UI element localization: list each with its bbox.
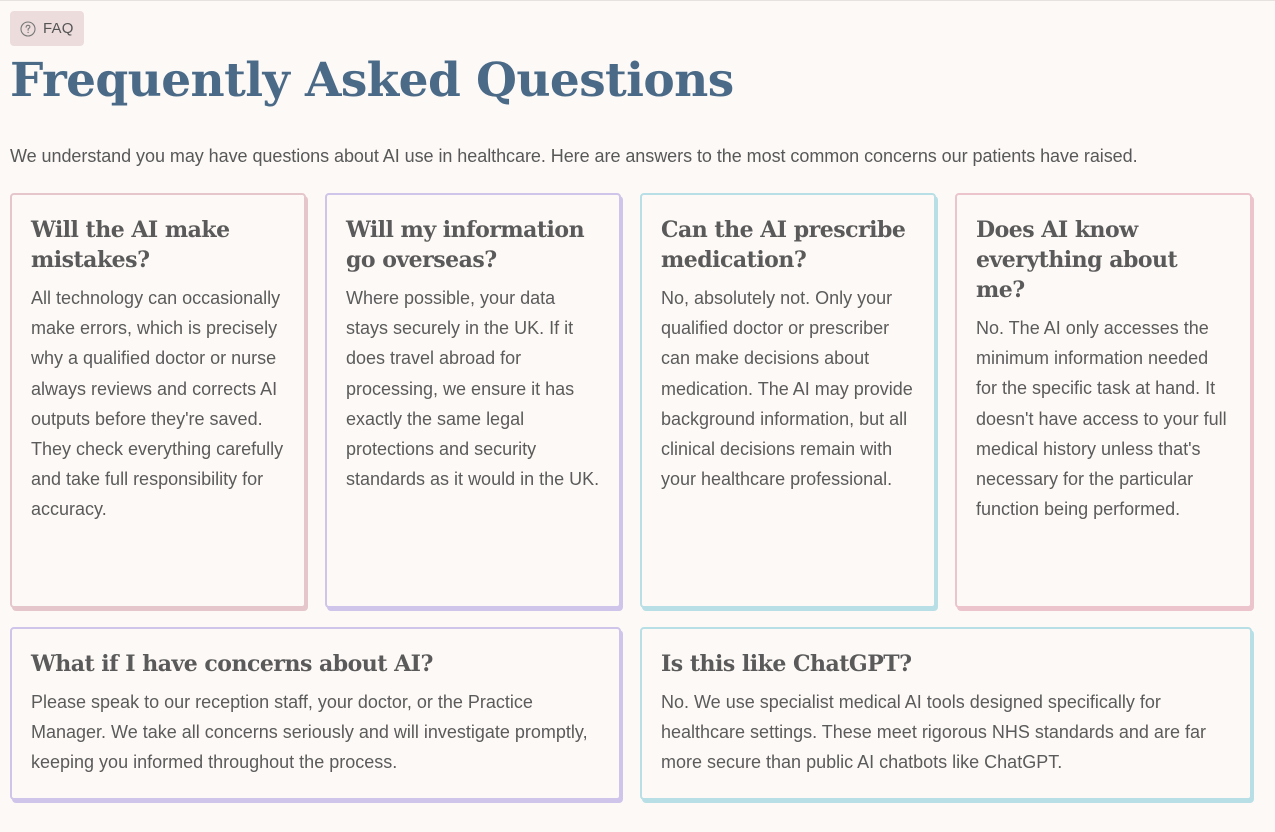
faq-badge-label: FAQ (43, 20, 74, 37)
faq-answer: No. The AI only accesses the minimum information needed for the specific task at hand. It doesn't have access to your full medical history unless that's necessary for the particular function being performed. (976, 318, 1227, 520)
faq-card-ai-mistakes (10, 193, 306, 608)
faq-question: Can the AI prescribe medication? (661, 217, 906, 273)
page-title: Frequently Asked Questions (10, 53, 734, 108)
faq-badge (10, 11, 84, 46)
faq-answer: No, absolutely not. Only your qualified doctor or prescriber can make decisions about medication. The AI may provide background information, but all clinical decisions remain with your healthcare professional. (661, 288, 913, 490)
faq-card-overseas (325, 193, 621, 608)
faq-answer: Please speak to our reception staff, your doctor, or the Practice Manager. We take all concerns seriously and will investigate promptly, keeping you informed throughout the process. (31, 692, 588, 773)
faq-card-chatgpt (640, 627, 1252, 800)
faq-question: Will my information go overseas? (346, 217, 585, 273)
question-circle-icon (20, 21, 36, 37)
faq-answer: Where possible, your data stays securely in the UK. If it does travel abroad for processing, we ensure it has exactly the same legal protections and security standards as it would in the UK. (346, 288, 600, 490)
faq-question: Does AI know everything about me? (976, 217, 1178, 303)
faq-card-know-everything (955, 193, 1252, 608)
faq-card-concerns (10, 627, 621, 800)
intro-text: We understand you may have questions about AI use in healthcare. Here are answers to the most common concerns our patients have raised. (10, 146, 1138, 166)
faq-question: Will the AI make mistakes? (31, 217, 230, 273)
faq-answer: No. We use specialist medical AI tools designed specifically for healthcare settings. These meet rigorous NHS standards and are far more secure than public AI chatbots like ChatGPT. (661, 692, 1206, 773)
faq-answer: All technology can occasionally make errors, which is precisely why a qualified doctor or nurse always reviews and corrects AI outputs before they're saved. They check everything carefully and take full responsibility for accuracy. (31, 288, 284, 520)
faq-question: Is this like ChatGPT? (661, 651, 912, 677)
faq-card-prescribe (640, 193, 936, 608)
faq-question: What if I have concerns about AI? (31, 651, 433, 677)
